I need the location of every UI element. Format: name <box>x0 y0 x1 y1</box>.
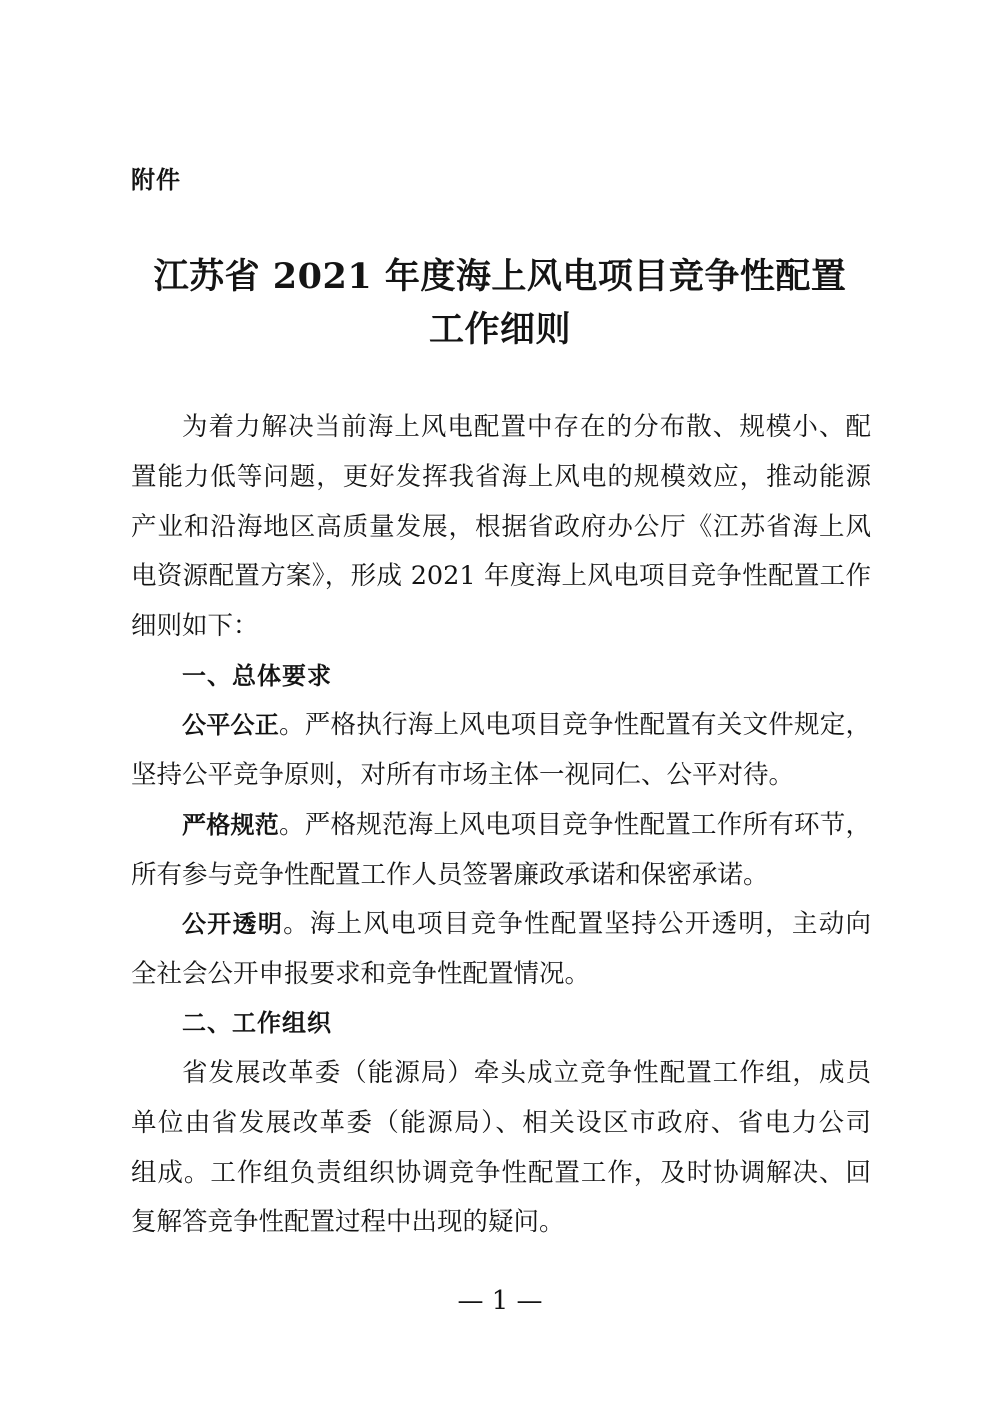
strictness-line-1-text: 。严格规范海上风电项目竞争性配置工作所有环节， <box>279 810 871 840</box>
document-title-line-2: 工作细则 <box>428 309 571 350</box>
intro-line-4: 电资源配置方案》，形成 2021 年度海上风电项目竞争性配置工作 <box>131 561 871 591</box>
strictness-line-2: 所有参与竞争性配置工作人员签署廉政承诺和保密承诺。 <box>131 860 769 890</box>
intro-line-5: 细则如下： <box>131 611 259 641</box>
page-number: — 1 — <box>457 1286 543 1316</box>
section-2-line-1: 省发展改革委（能源局）牵头成立竞争性配置工作组，成员 <box>182 1058 871 1088</box>
fairness-line-2: 坚持公平竞争原则，对所有市场主体一视同仁、公平对待。 <box>131 760 795 790</box>
section-2-line-3: 组成。工作组负责组织协调竞争性配置工作，及时协调解决、回 <box>131 1158 871 1188</box>
intro-line-3: 产业和沿海地区高质量发展，根据省政府办公厅《江苏省海上风 <box>131 512 871 542</box>
section-1-heading: 一、总体要求 <box>182 662 332 690</box>
strictness-line-1 <box>182 806 871 844</box>
transparency-line-1-text: 。海上风电项目竞争性配置坚持公开透明，主动向 <box>283 909 871 939</box>
section-2-heading: 二、工作组织 <box>182 1009 332 1037</box>
transparency-line-2: 全社会公开申报要求和竞争性配置情况。 <box>131 959 591 989</box>
intro-line-2: 置能力低等问题，更好发挥我省海上风电的规模效应，推动能源 <box>131 462 871 492</box>
fairness-lead: 公平公正 <box>182 711 279 739</box>
transparency-lead: 公开透明 <box>182 910 284 938</box>
intro-line-1: 为着力解决当前海上风电配置中存在的分布散、规模小、配 <box>182 412 871 442</box>
strictness-lead: 严格规范 <box>182 811 279 839</box>
fairness-line-1 <box>182 706 871 744</box>
attachment-label: 附件 <box>131 166 181 194</box>
fairness-line-1-text: 。严格执行海上风电项目竞争性配置有关文件规定， <box>279 710 871 740</box>
section-2-line-2: 单位由省发展改革委（能源局）、相关设区市政府、省电力公司 <box>131 1108 871 1138</box>
transparency-line-1 <box>182 905 871 943</box>
document-title-line-1: 江苏省 2021 年度海上风电项目竞争性配置 <box>153 256 847 297</box>
section-2-line-4: 复解答竞争性配置过程中出现的疑问。 <box>131 1207 565 1237</box>
